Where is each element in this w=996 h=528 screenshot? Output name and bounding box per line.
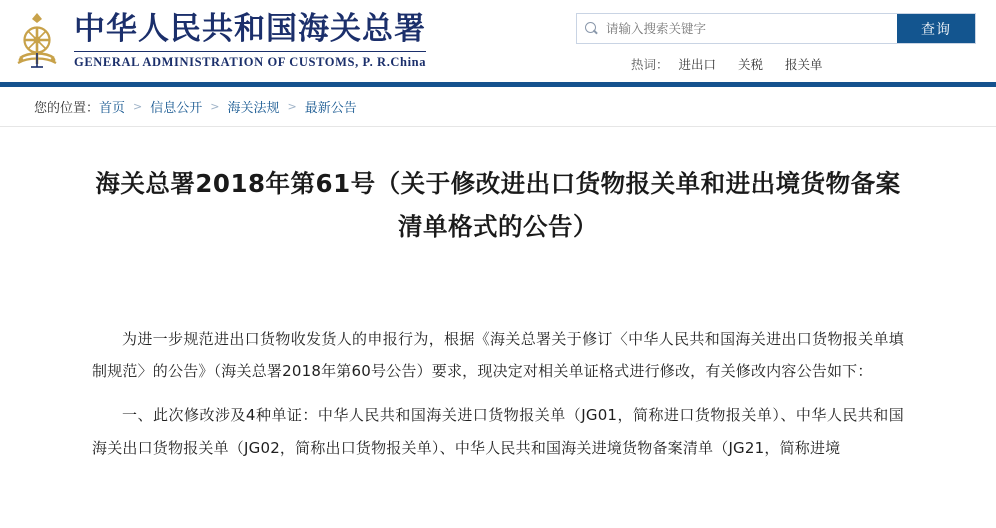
customs-emblem-icon xyxy=(8,11,66,71)
hot-word-2[interactable]: 关税 xyxy=(738,57,764,72)
breadcrumb-item-info-disclosure[interactable]: 信息公开 xyxy=(150,101,203,116)
article-paragraph-2: 一、此次修改涉及4种单证：中华人民共和国海关进口货物报关单（JG01，简称进口货物报关单）、中华人民共和国海关出口货物报关单（JG02，简称出口货物报关单）、中华人民共和国海关进境货物备案清单（JG21，简称进境 xyxy=(92,406,904,457)
hot-words xyxy=(576,55,845,73)
breadcrumb-item-customs-regulations[interactable]: 海关法规 xyxy=(227,101,280,116)
search-button[interactable]: 查询 xyxy=(897,14,975,43)
breadcrumb-separator-2: > xyxy=(210,100,220,113)
brand-title-en: GENERAL ADMINISTRATION OF CUSTOMS, P. R.China xyxy=(74,51,426,70)
breadcrumb-separator-3: > xyxy=(287,100,297,113)
search-bar[interactable] xyxy=(576,13,976,44)
breadcrumb-item-home[interactable]: 首页 xyxy=(99,101,126,116)
article xyxy=(0,127,996,464)
breadcrumb-label: 您的位置： xyxy=(34,101,100,116)
article-body xyxy=(92,323,904,464)
brand-title-cn: 中华人民共和国海关总署 xyxy=(74,10,426,47)
breadcrumb xyxy=(0,87,996,127)
search-icon xyxy=(585,22,598,35)
brand[interactable] xyxy=(8,11,426,71)
article-paragraph-1: 为进一步规范进出口货物收发货人的申报行为，根据《海关总署关于修订〈中华人民共和国海关进出口货物报关单填制规范〉的公告》（海关总署2018年第60号公告）要求，现决定对相关单证格式进行修改，有关修改内容公告如下： xyxy=(92,329,904,380)
breadcrumb-item-latest-announcement[interactable]: 最新公告 xyxy=(304,101,357,116)
hot-word-1[interactable]: 进出口 xyxy=(678,57,717,72)
search-zone xyxy=(576,9,976,73)
search-input[interactable] xyxy=(604,14,889,43)
site-header xyxy=(0,0,996,82)
breadcrumb-separator-1: > xyxy=(133,100,143,113)
hot-word-3[interactable]: 报关单 xyxy=(785,57,823,72)
hot-words-label: 热词： xyxy=(631,57,669,72)
page-title: 海关总署2018年第61号（关于修改进出口货物报关单和进出境货物备案清单格式的公告） xyxy=(95,169,901,241)
brand-text xyxy=(74,12,426,71)
search-input-wrap[interactable] xyxy=(577,14,897,43)
